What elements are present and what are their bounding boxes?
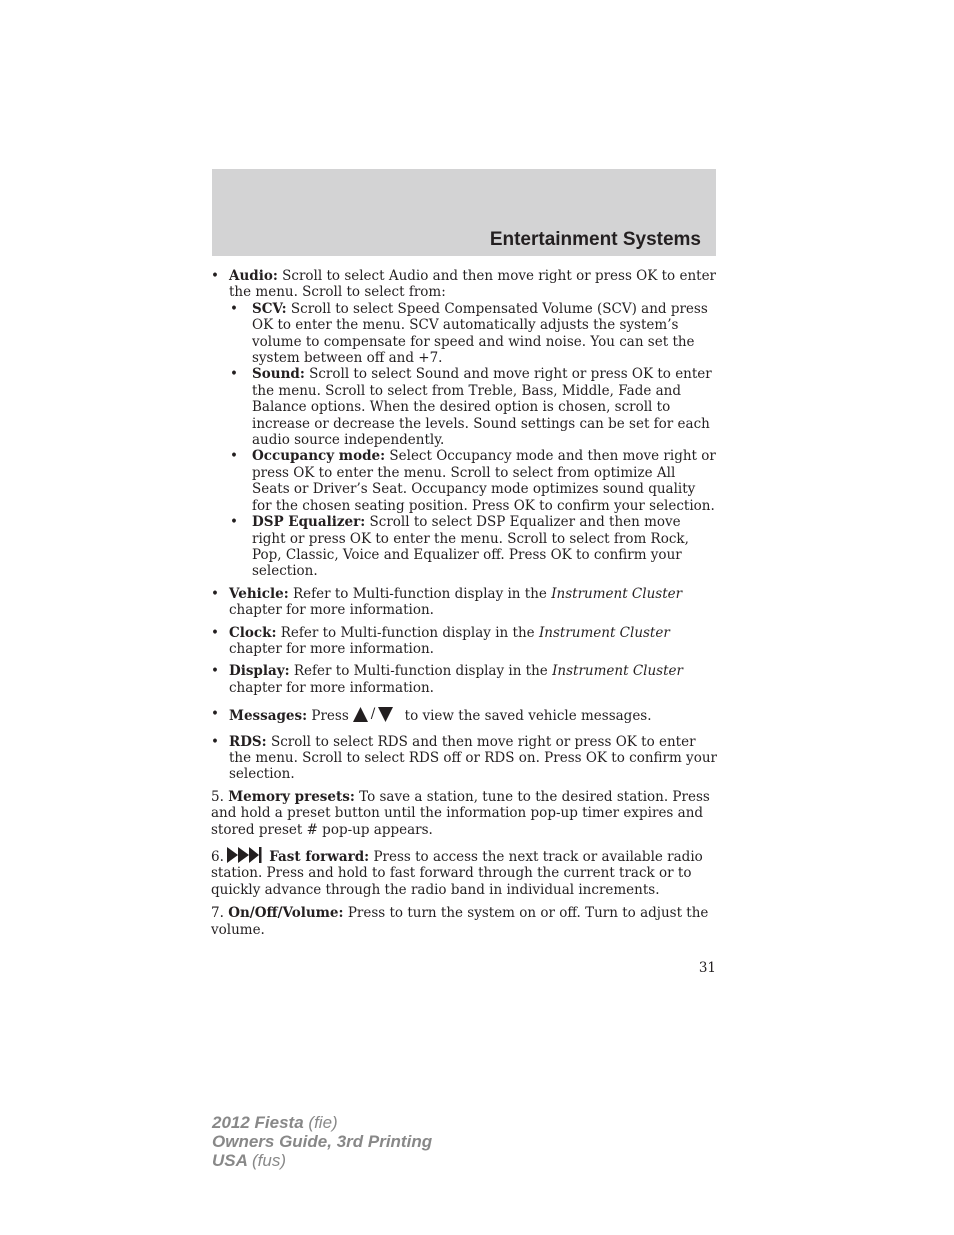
messages-arrow-icons: [352, 706, 395, 723]
footer-model: 2012 Fiesta: [212, 1113, 304, 1132]
occupancy-mode-label: Occupancy mode:: [252, 448, 386, 465]
sound-text: Scroll to select Sound and move right or press OK to enter the menu. Scroll to select from Treble, Bass, Middle, Fade and Balance options. When the desired option is chosen, scroll to increase or decrease the levels. Sound settings can be set for each audio source independently.: [252, 366, 712, 449]
list-item-scv: [230, 301, 717, 367]
dsp-equalizer-text: Scroll to select DSP Equalizer and then move right or press OK to enter the menu. Scroll to select from Rock, Pop, Classic, Voice and Equalizer off. Press OK to confirm your selection.: [252, 514, 689, 580]
audio-text: Scroll to select Audio and then move right or press OK to enter the menu. Scroll to select from:: [229, 268, 717, 301]
list-item-occupancy-mode: [230, 448, 717, 514]
down-arrow-icon: [377, 706, 394, 723]
display-text-before: Refer to Multi-function display in the: [293, 663, 548, 680]
list-item-sound: [230, 366, 717, 448]
fast-forward-label: Fast forward:: [269, 849, 370, 865]
footer-line-2: Owners Guide, 3rd Printing: [212, 1132, 433, 1151]
vehicle-label: Vehicle:: [229, 585, 289, 602]
display-text-after: chapter for more information.: [229, 679, 434, 696]
audio-label: Audio:: [229, 268, 278, 284]
vehicle-chapter-ref: Instrument Cluster: [551, 585, 683, 602]
footer-publication-info: [212, 1113, 432, 1170]
list-item-dsp-equalizer: [230, 514, 717, 580]
memory-presets-text: To save a station, tune to the desired station. Press and hold a preset button until the information pop-up timer expires and stored preset # pop-up appears.: [211, 788, 710, 838]
page-number: 31: [698, 960, 716, 976]
messages-separator: /: [370, 706, 376, 723]
dsp-equalizer-label: DSP Equalizer:: [252, 514, 366, 531]
list-item-audio: [211, 268, 717, 580]
fast-forward-icon: [226, 846, 262, 864]
messages-text-before: Press: [311, 708, 349, 725]
clock-text-before: Refer to Multi-function display in the: [280, 624, 535, 641]
rds-label: RDS:: [229, 733, 267, 750]
footer-line-1: [212, 1113, 432, 1132]
messages-label: Messages:: [229, 708, 308, 725]
menu-options-list: [211, 268, 717, 783]
list-item-display: [211, 663, 717, 696]
display-chapter-ref: Instrument Cluster: [552, 663, 683, 680]
rds-text: Scroll to select RDS and then move right or press OK to enter the menu. Scroll to select RDS off or RDS on. Press OK to confirm your selection.: [229, 733, 717, 783]
list-item-clock: [211, 625, 717, 658]
clock-text-after: chapter for more information.: [229, 640, 434, 657]
footer-line-3: [212, 1151, 432, 1170]
up-arrow-icon: [352, 706, 369, 723]
scv-label: SCV:: [252, 300, 287, 317]
on-off-volume-label: On/Off/Volume:: [228, 905, 344, 922]
memory-presets-label: Memory presets:: [228, 788, 355, 805]
scv-text: Scroll to select Speed Compensated Volume (SCV) and press OK to enter the menu. SCV automatically adjusts the system’s volume to compensate for speed and wind noise. You can set the system between off and +7.: [252, 300, 708, 367]
audio-sub-list: [229, 301, 717, 580]
footer-market-code: (fus): [252, 1151, 286, 1170]
on-off-volume-paragraph: [211, 905, 717, 938]
footer-model-code: (fie): [308, 1113, 338, 1132]
display-label: Display:: [229, 663, 290, 680]
list-item-vehicle: [211, 586, 717, 619]
vehicle-text-before: Refer to Multi-function display in the: [293, 585, 547, 602]
vehicle-text-after: chapter for more information.: [229, 602, 434, 619]
memory-presets-number: 5.: [211, 788, 224, 805]
page-content: [211, 268, 717, 944]
section-header-band: [212, 169, 716, 256]
clock-label: Clock:: [229, 624, 277, 641]
on-off-volume-number: 7.: [211, 905, 224, 922]
on-off-volume-text: Press to turn the system on or off. Turn to adjust the volume.: [211, 905, 709, 938]
list-item-messages: [211, 706, 717, 724]
list-item-rds: [211, 734, 717, 783]
clock-chapter-ref: Instrument Cluster: [538, 624, 670, 641]
fast-forward-number: 6.: [211, 849, 224, 865]
occupancy-mode-text: Select Occupancy mode and then move right or press OK to enter the menu. Scroll to select from optimize All Seats or Driver’s Seat. Occupancy mode optimizes sound quality for the chosen seating position. Press OK to confirm your selection.: [252, 448, 716, 514]
fast-forward-text: Press to access the next track or available radio station. Press and hold to fast forward through the current track or to quickly advance through the radio band in individual increments.: [211, 849, 703, 898]
memory-presets-paragraph: [211, 789, 717, 838]
sound-label: Sound:: [252, 366, 305, 383]
footer-market: USA: [212, 1151, 248, 1170]
messages-text-after: to view the saved vehicle messages.: [404, 708, 652, 725]
section-title: Entertainment Systems: [489, 229, 701, 250]
fast-forward-paragraph: [211, 846, 717, 898]
